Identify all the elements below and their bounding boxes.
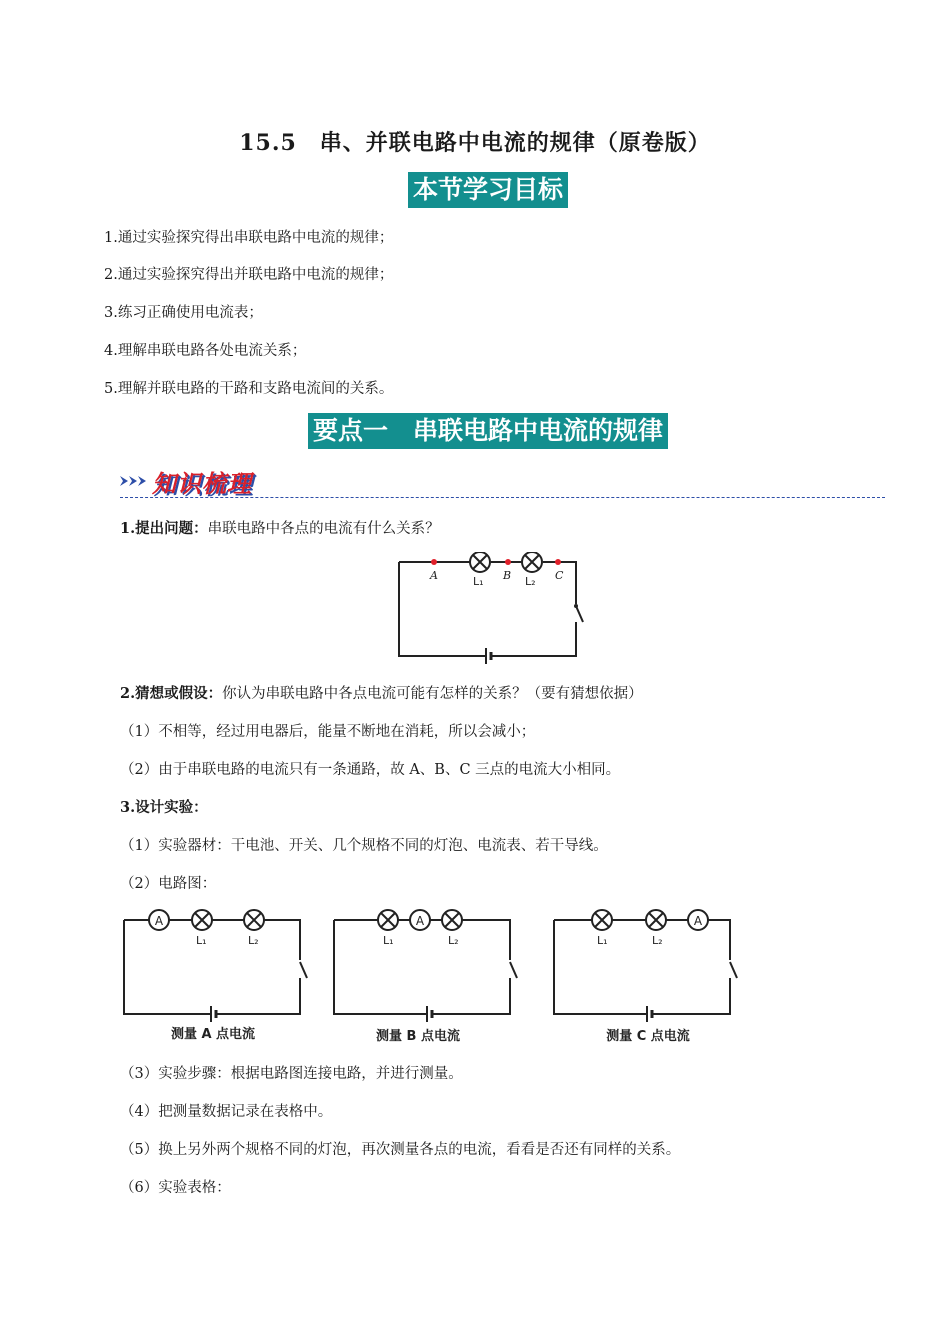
step-2: （2）电路图： [120,876,217,892]
step-5: （5）换上另外两个规格不同的灯泡，再次测量各点的电流，看看是否还有同样的关系。 [120,1142,681,1158]
knowledge-logo [120,462,265,496]
goal-item: 1.通过实验探究得出串联电路中电流的规律； [104,230,394,246]
circuit-diagram-point-a [118,904,308,1044]
lamp-l2-label: L₂ [525,575,536,588]
hypothesis-2: （2）由于串联电路的电流只有一条通路，故 A、B、C 三点的电流大小相同。 [120,762,621,778]
ammeter-label: A [415,914,425,928]
step-4: （4）把测量数据记录在表格中。 [120,1104,333,1120]
point-b-label: B [503,569,512,582]
step-3: （3）实验步骤：根据电路图连接电路，并进行测量。 [120,1066,463,1082]
question-2 [120,682,643,703]
ammeter-label: A [693,914,703,928]
section1-banner: 要点一 串联电路中电流的规律 [308,413,668,449]
knowledge-logo-text: 知识梳理 [152,470,252,498]
circuit-caption: 测量 C 点电流 [606,1029,690,1044]
ammeter-label: A [154,914,164,928]
lamp-l1-label: L₁ [597,934,608,947]
lamp-l1-label: L₁ [473,575,484,588]
circuit-diagram-point-b [328,904,518,1044]
lamp-l1-label: L₁ [196,934,207,947]
circuit-caption: 测量 A 点电流 [170,1027,256,1042]
step-1: （1）实验器材：干电池、开关、几个规格不同的灯泡、电流表、若干导线。 [120,838,608,854]
lamp-l2-label: L₂ [448,934,459,947]
lamp-l2-label: L₂ [652,934,663,947]
goal-item: 2.通过实验探究得出并联电路中电流的规律； [104,267,394,283]
divider [120,497,885,498]
question-1-label: 1.提出问题： [120,520,208,537]
step-6: （6）实验表格： [120,1180,231,1196]
question-2-text: 你认为串联电路中各点电流可能有怎样的关系？（要有猜想依据） [222,686,643,702]
page-title: 15.5 串、并联电路中电流的规律（原卷版） [239,130,711,156]
question-1 [120,517,440,538]
point-a-label: A [430,569,438,582]
question-3-label: 3.设计实验： [120,799,208,816]
lamp-l1-label: L₁ [383,934,394,947]
goal-item: 4.理解串联电路各处电流关系； [104,343,307,359]
series-circuit-diagram [390,552,590,664]
question-1-text: 串联电路中各点的电流有什么关系？ [207,521,440,537]
question-2-label: 2.猜想或假设： [120,685,223,702]
circuit-diagram-point-c [548,904,738,1044]
hypothesis-1: （1）不相等，经过用电器后，能量不断地在消耗，所以会减小； [120,724,536,740]
goal-item: 3.练习正确使用电流表； [104,305,263,321]
circuit-caption: 测量 B 点电流 [376,1029,460,1044]
lamp-l2-label: L₂ [248,934,259,947]
goal-item: 5.理解并联电路的干路和支路电流间的关系。 [104,381,394,397]
point-c-label: C [555,569,564,582]
goals-banner: 本节学习目标 [408,172,568,208]
